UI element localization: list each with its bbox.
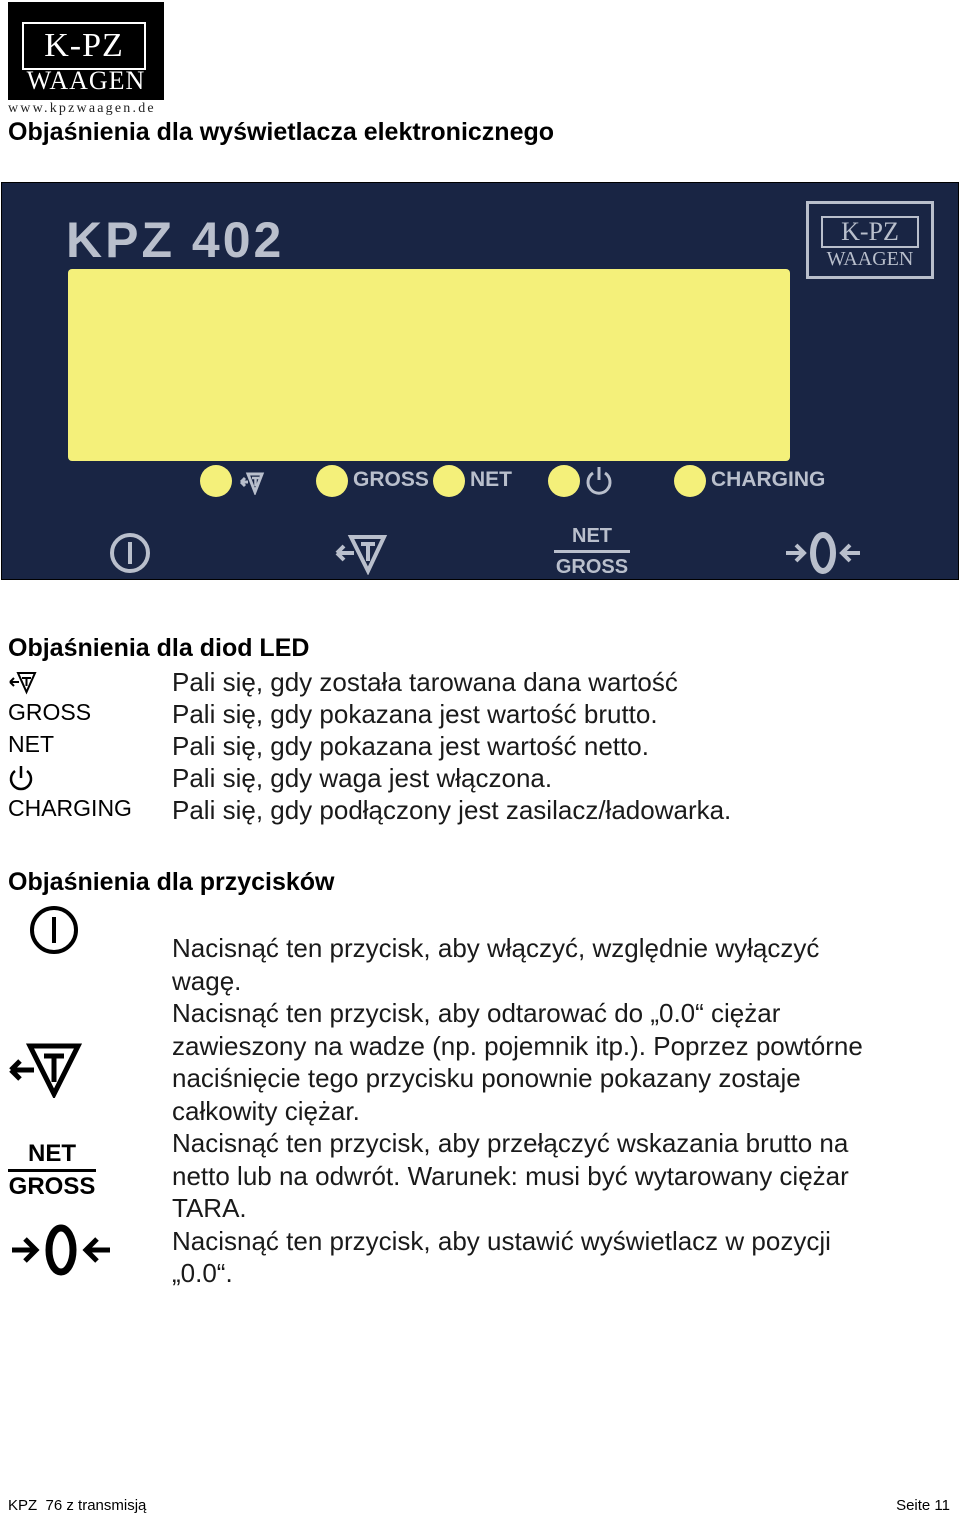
panel-logo-kpz: K-PZ xyxy=(821,216,919,248)
tare-button[interactable] xyxy=(334,531,388,575)
led-label-charging: CHARGING xyxy=(711,468,826,491)
led-row-tare-text: Pali się, gdy została tarowana dana wartość xyxy=(172,667,678,697)
button-section-heading: Objaśnienia dla przycisków xyxy=(8,868,335,896)
footer-document-name: KPZ 76 z transmisją xyxy=(8,1497,147,1514)
net-gross-button-net: NET xyxy=(572,525,612,547)
display-panel xyxy=(1,182,959,580)
power-icon xyxy=(8,764,34,792)
page-title: Objaśnienia dla wyświetlacza elektronicznego xyxy=(8,118,555,146)
led-section-heading: Objaśnienia dla diod LED xyxy=(8,634,310,662)
button-desc-line-5: naciśnięcie tego przycisku ponownie pokazany zostaje xyxy=(172,1063,801,1093)
tare-button-icon xyxy=(8,1040,82,1098)
net-gross-icon-gross: GROSS xyxy=(8,1173,96,1200)
power-icon xyxy=(584,465,614,497)
tare-icon xyxy=(8,669,38,695)
power-button[interactable] xyxy=(108,531,152,575)
led-row-gross-label: GROSS xyxy=(8,699,92,725)
zero-button[interactable] xyxy=(782,529,864,577)
logo-text-kpz: K-PZ xyxy=(22,22,146,70)
panel-logo xyxy=(806,201,934,279)
power-button-icon xyxy=(28,904,80,956)
button-desc-line-9: TARA. xyxy=(172,1193,247,1223)
net-gross-button-gross: GROSS xyxy=(555,556,629,578)
net-gross-button[interactable] xyxy=(554,524,630,579)
footer-page-number: Seite 11 xyxy=(896,1497,950,1514)
zero-button-icon xyxy=(8,1222,114,1278)
button-desc-line-3: Nacisnąć ten przycisk, aby odtarować do „0.0“ ciężar xyxy=(172,998,781,1028)
button-desc-line-4: zawieszony na wadze (np. pojemnik itp.). Poprzez powtórne xyxy=(172,1030,863,1061)
led-row-charging-text: Pali się, gdy podłączony jest zasilacz/ładowarka. xyxy=(172,795,732,825)
led-net xyxy=(433,465,465,497)
led-row-gross-text: Pali się, gdy pokazana jest wartość brutto. xyxy=(172,699,658,729)
button-desc-line-6: całkowity ciężar. xyxy=(172,1095,360,1126)
website-url: www.kpzwaagen.de xyxy=(8,101,156,116)
led-row-charging-label: CHARGING xyxy=(8,795,132,821)
company-logo xyxy=(8,2,164,100)
tare-icon xyxy=(238,469,266,495)
lcd-display xyxy=(68,269,790,461)
led-label-net: NET xyxy=(470,468,512,491)
button-desc-line-8: netto lub na odwrót. Warunek: musi być wytarowany ciężar xyxy=(172,1160,849,1191)
led-power xyxy=(548,465,580,497)
led-row-net-text: Pali się, gdy pokazana jest wartość netto. xyxy=(172,731,649,761)
led-tare xyxy=(200,465,232,497)
panel-logo-waagen: WAAGEN xyxy=(826,248,914,270)
led-charging xyxy=(674,465,706,497)
button-desc-line-11: „0.0“. xyxy=(172,1258,233,1288)
led-gross xyxy=(316,465,348,497)
logo-text-waagen: WAAGEN xyxy=(26,66,146,95)
net-gross-icon-net: NET xyxy=(28,1140,76,1167)
led-label-gross: GROSS xyxy=(353,468,429,491)
button-desc-line-1: Nacisnąć ten przycisk, aby włączyć, względnie wyłączyć xyxy=(172,933,820,963)
net-gross-divider xyxy=(554,550,630,553)
model-name: KPZ 402 xyxy=(66,212,285,268)
button-desc-line-10: Nacisnąć ten przycisk, aby ustawić wyświetlacz w pozycji xyxy=(172,1225,831,1256)
net-gross-button-icon xyxy=(8,1140,96,1201)
led-row-power-text: Pali się, gdy waga jest włączona. xyxy=(172,763,553,793)
button-desc-line-2: wagę. xyxy=(172,965,242,996)
net-gross-icon-divider xyxy=(8,1169,96,1172)
button-desc-line-7: Nacisnąć ten przycisk, aby przełączyć wskazania brutto na xyxy=(172,1128,849,1158)
led-row-net-label: NET xyxy=(8,731,54,757)
